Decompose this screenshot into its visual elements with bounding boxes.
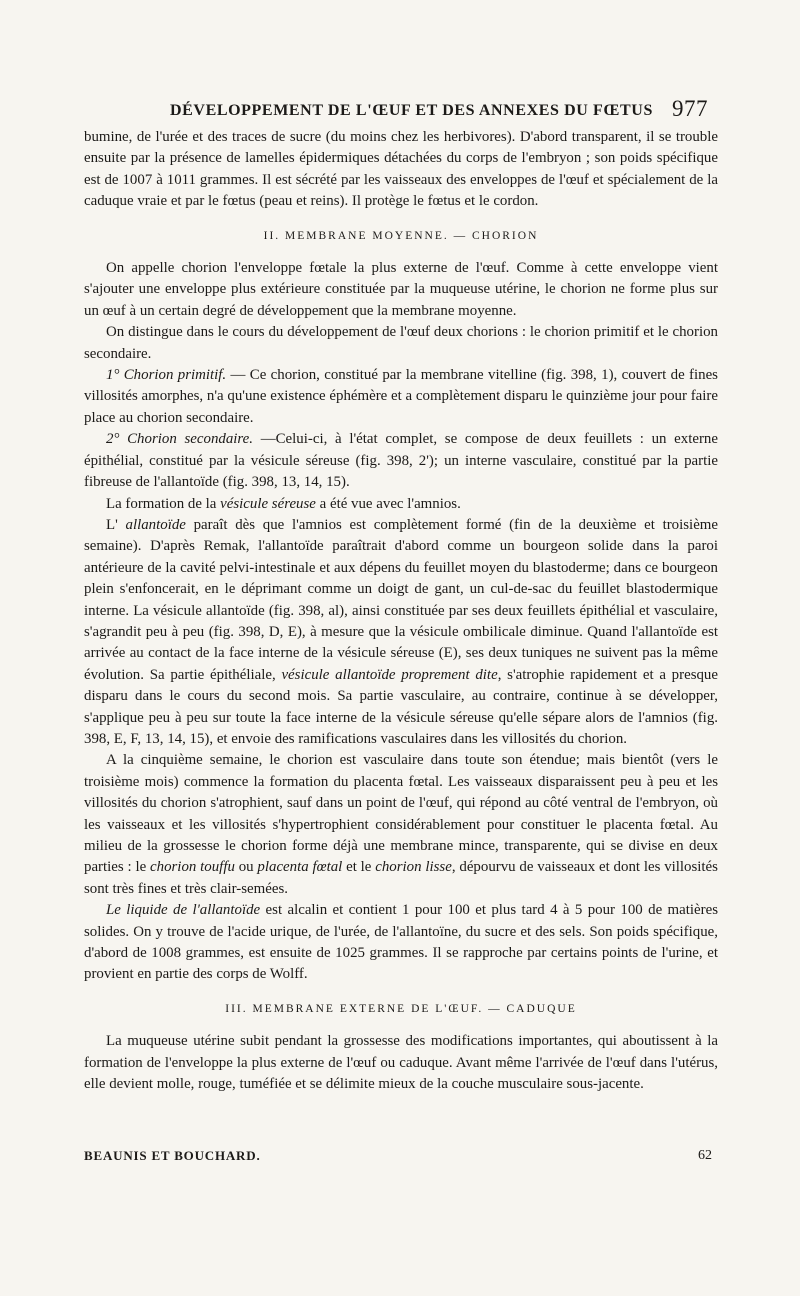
text-run: A la cinquième semaine, le chorion est vasculaire dans toute son étendue; mais bientôt (vers le troisième mois) commence la formation du placenta fœtal. Les vaisseaux disparaissent peu à peu et les villosités du chorion s'atrophient, sauf dans un point de l'œuf, qui répond au côté ventral de l'embryon, où les vaisseaux et les villosités s'hypertrophient considérablement pour constituer le placenta fœtal. Au milieu de la grossesse le chorion forme déjà une membrane mince, transparente, qui se divise en deux parties : le [84, 752, 718, 876]
paragraph-cinquieme-semaine [84, 750, 718, 900]
paragraph-chorion-definition [84, 258, 718, 322]
footer-signature: 62 [698, 1148, 712, 1163]
text-run: —Celui-ci, à l'état complet, se compose de deux feuillets : un externe épithélial, constitué par la vésicule séreuse (fig. 398, 2'); un interne vasculaire, constitué par la partie fibreuse de l'allantoïde (fig. 398, 13, 14, 15). [84, 431, 718, 491]
italic-term: chorion lisse [375, 859, 452, 876]
text-run: et le [342, 859, 376, 876]
text-run: , dépourvu de vaisseaux et dont les villosités sont très fines et très clair-semées. [84, 859, 718, 897]
italic-term: placenta fœtal [257, 859, 343, 876]
italic-term: vésicule allantoïde proprement dite [281, 666, 498, 683]
italic-term: chorion touffu [150, 859, 235, 876]
paragraph-vesicule-sereuse [84, 494, 718, 515]
text-run: paraît dès que l'amnios est complètement formé (fin de la deuxième et troisième semaine). D'après Remak, l'allantoïde paraîtrait d'abord comme un bourgeon solide dans la paroi antérieure de la cavité pelvi-intestinale et aux dépens du feuillet moyen du blastoderme; dans ce bourgeon plein s'enfoncerait, en le déprimant comme un doigt de gant, un cul-de-sac du feuillet blastodermique interne. La vésicule allantoïde (fig. 398, al), ainsi constituée par ses deux feuillets épithélial et vasculaire, s'agrandit peu à peu (fig. 398, D, E), à mesure que la vésicule ombilicale diminue. Quand l'allantoïde est arrivée au contact de la face interne de la vésicule séreuse (E), ses deux tuniques ne suivent pas la même évolution. Sa partie épithéliale, [84, 516, 718, 683]
paragraph-chorion-primitif [84, 365, 718, 429]
text-run: est alcalin et contient 1 pour 100 et plus tard 4 à 5 pour 100 de matières solides. On y trouve de l'acide urique, de l'urée, de l'allantoïne, du sucre et des sels. Son poids spécifique, d'abord de 1008 grammes, est ensuite de 1025 grammes. Il se rapproche par certains points de l'urine, et provient en partie des corps de Wolff. [84, 902, 718, 983]
body-text [84, 127, 718, 1095]
text-run: , s'atrophie rapidement et a presque disparu dans le cours du second mois. Sa partie vasculaire, au contraire, continue à se développer, s'applique peu à peu sur toute la face interne de la vésicule séreuse qu'elle sépare alors de l'amnios (fig. 398, E, F, 13, 14, 15), et envoie des ramifications vasculaires dans les villosités du chorion. [84, 666, 718, 747]
paragraph-muqueuse-uterine: La muqueuse utérine subit pendant la grossesse des modifications importantes, qui aboutissent à la formation de l'enveloppe la plus externe de l'œuf ou caduque. Avant même l'arrivée de l'œuf dans l'utérus, elle devient molle, rouge, tuméfiée et se délimite mieux de la couche musculaire sous-jacente. [84, 1033, 718, 1093]
text-run: La formation de la [106, 495, 221, 512]
running-title: DÉVELOPPEMENT DE L'ŒUF ET DES ANNEXES DU FŒTUS [170, 102, 653, 119]
text-run: — Ce chorion, constitué par la membrane vitelline (fig. 398, 1), couvert de fines villosités amorphes, n'a qu'une existence éphémère et a complètement disparu le quinzième jour pour faire place au chorion secondaire. [84, 367, 718, 426]
running-head [0, 96, 800, 126]
paragraph-two-chorions: On distingue dans le cours du développement de l'œuf deux chorions : le chorion primitif et le chorion secondaire. [84, 324, 718, 362]
italic-term: Le liquide de l'allantoïde [106, 902, 261, 919]
text-run: a été vue avec l'amnios. [315, 495, 461, 512]
section-heading-caduque: III. MEMBRANE EXTERNE DE L'ŒUF. — CADUQUE [225, 1002, 577, 1015]
paragraph-allantoide [84, 515, 718, 750]
paragraph-amnios-liquid: bumine, de l'urée et des traces de sucre (du moins chez les herbivores). D'abord transparent, il se trouble ensuite par la présence de lamelles épidermiques détachées du corps de l'embryon ; son poids spécifique est de 1007 à 1011 grammes. Il est sécrété par les vaisseaux des enveloppes de l'œuf et spécialement de la caduque vraie et par le fœtus (peau et reins). Il protège le fœtus et le cordon. [84, 129, 718, 210]
italic-term: vésicule séreuse [220, 495, 316, 512]
italic-term: allantoïde [125, 516, 186, 533]
paragraph-chorion-secondaire [84, 429, 718, 493]
lead-term: 1° Chorion primitif. [106, 367, 227, 384]
page-footer [84, 1148, 718, 1170]
lead-term: 2° Chorion secondaire. [106, 431, 253, 448]
footer-authors: BEAUNIS ET BOUCHARD. [84, 1148, 261, 1163]
paragraph-liquide-allantoide [84, 900, 718, 986]
text-run: ou [234, 859, 258, 876]
page-number: 977 [672, 96, 708, 121]
section-heading-chorion: II. MEMBRANE MOYENNE. — CHORION [263, 229, 539, 242]
text-run: L' [106, 516, 126, 533]
text-run: On appelle chorion l'enveloppe fœtale la plus externe de l'œuf. Comme à cette enveloppe vient s'ajouter une enveloppe plus extérieure constituée par la muqueuse utérine, le chorion ne forme plus sur un œuf à un certain degré de développement que la membrane moyenne. [84, 260, 718, 319]
